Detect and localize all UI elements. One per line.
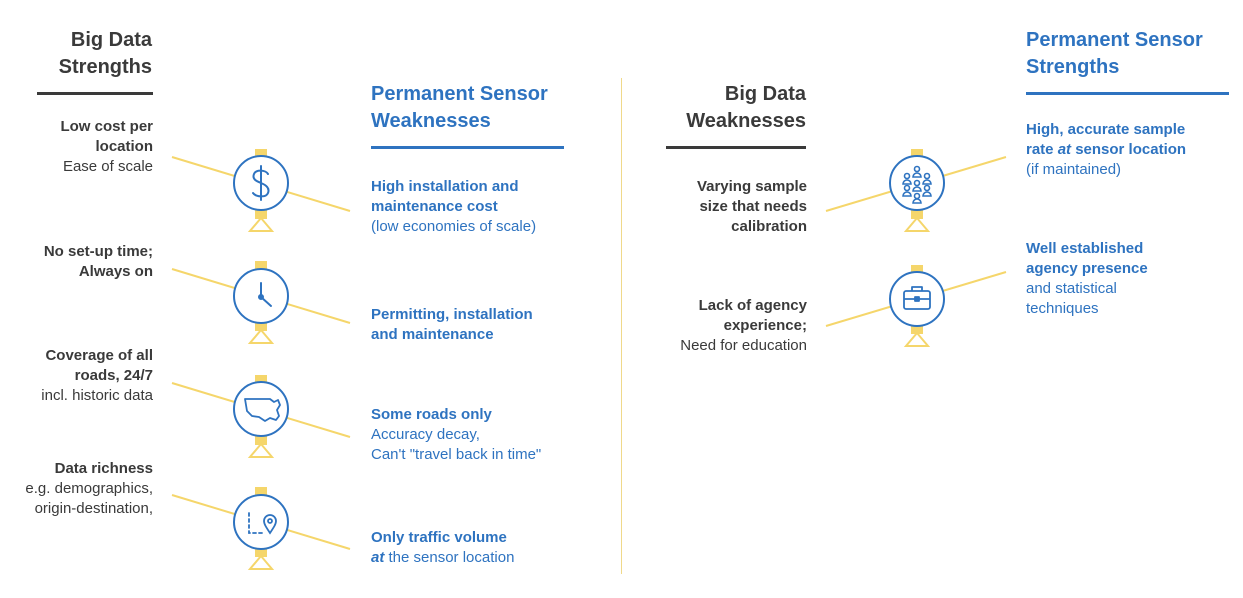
text-line: Coverage of all: [45, 347, 153, 364]
text-run: the sensor location: [384, 549, 515, 566]
right-weaknesses-heading: Big Data Weaknesses: [686, 83, 806, 132]
scale-stand-2: [250, 330, 272, 343]
text-line: roads, 24/7: [74, 367, 153, 384]
text-line: location: [95, 138, 153, 155]
text-line: and maintenance: [371, 326, 494, 343]
text-line: Well established: [1026, 240, 1144, 257]
text-line: Accuracy decay,: [371, 426, 480, 443]
usa-map-icon-circle: [234, 382, 288, 436]
text-line: size that needs: [699, 198, 807, 215]
text-line: Can't "travel back in time": [371, 446, 542, 463]
people-group-icon-circle: [890, 156, 944, 210]
text-line: Low cost per: [60, 118, 153, 135]
text-run: at: [1057, 141, 1072, 158]
text-line: Always on: [78, 263, 153, 280]
text-run: rate: [1026, 141, 1058, 158]
text-line: Varying sample: [696, 178, 807, 195]
text-line: No set-up time;: [43, 243, 153, 260]
text-line: (low economies of scale): [371, 218, 537, 235]
text-line: agency presence: [1026, 260, 1148, 277]
scale-stand-4: [250, 556, 272, 569]
scale-stand-6: [906, 333, 928, 346]
text-line: Lack of agency: [698, 297, 807, 314]
text-line: experience;: [723, 317, 807, 334]
scale-stand-1: [250, 218, 272, 231]
text-line: calibration: [731, 218, 807, 235]
text-line: e.g. demographics,: [25, 480, 153, 497]
left-weaknesses-heading: Permanent Sensor Weaknesses: [371, 83, 548, 132]
text-line: Ease of scale: [62, 158, 153, 175]
text-run: at: [371, 549, 385, 566]
text-line: Some roads only: [371, 406, 492, 423]
text-line: High installation and: [371, 178, 519, 195]
text-line: maintenance cost: [371, 198, 498, 215]
text-line: Permitting, installation: [371, 306, 533, 323]
text-line: techniques: [1026, 300, 1099, 317]
route-pin-icon-circle: [234, 495, 288, 549]
text-line: incl. historic data: [41, 387, 153, 404]
scale-stand-3: [250, 444, 272, 457]
text-line: Data richness: [54, 460, 153, 477]
text-run: sensor location: [1071, 141, 1187, 158]
right-strengths-heading: Permanent Sensor Strengths: [1026, 29, 1203, 78]
left-strengths-heading: Big Data Strengths: [58, 29, 152, 78]
text-line: Need for education: [680, 337, 807, 354]
text-run: (if maintained): [1026, 161, 1122, 178]
text-run: Only traffic volume: [371, 529, 507, 546]
text-run: High, accurate sample: [1026, 121, 1186, 138]
text-line: and statistical: [1026, 280, 1117, 297]
text-line: origin-destination,: [34, 500, 153, 517]
scale-stand-5: [906, 218, 928, 231]
